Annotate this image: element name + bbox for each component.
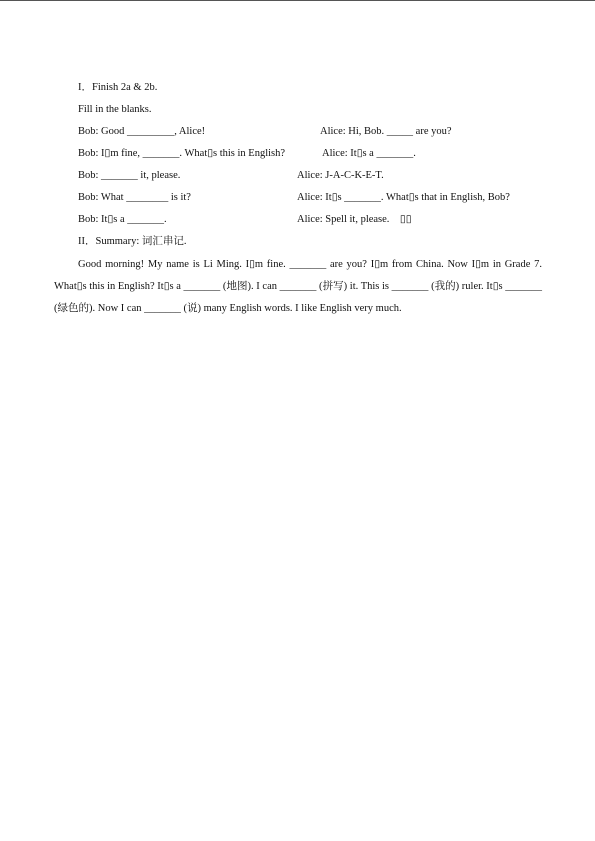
section-1-instruction: Fill in the blanks. [78,104,152,115]
dialogue-row-1-alice: Alice: Hi, Bob. _____ are you? [320,126,452,137]
summary-paragraph: Good morning! My name is Li Ming. I▯m fine. _______ are you? I▯m from China. Now I▯m in Grade 7. What▯s this in English? It▯s a _______ (地图). I can _______ (拼写) it. This is _______ (我的) ruler. It▯s _______ (绿色的). Now I can _______ (说) many English words. I like English very much. [54,259,542,314]
dialogue-row-4-alice: Alice: It▯s _______. What▯s that in English, Bob? [297,192,510,203]
dialogue-row-5-alice: Alice: Spell it, please. ▯▯ [297,214,412,225]
dialogue-row-3-alice: Alice: J-A-C-K-E-T. [297,170,384,181]
dialogue-row-2-bob: Bob: I▯m fine, _______. What▯s this in English? [78,148,286,159]
dialogue-row-4-bob: Bob: What ________ is it? [78,192,191,203]
dialogue-row-1-bob: Bob: Good _________, Alice! [78,126,206,137]
section-1-heading: I．Finish 2a & 2b. [78,82,158,93]
dialogue-row-2-alice: Alice: It▯s a _______. [322,148,416,159]
section-2-heading: II．Summary: 词汇串记. [78,236,187,247]
dialogue-row-3-bob: Bob: _______ it, please. [78,170,181,181]
page-top-rule [0,0,595,1]
dialogue-row-5-bob: Bob: It▯s a _______. [78,214,167,225]
